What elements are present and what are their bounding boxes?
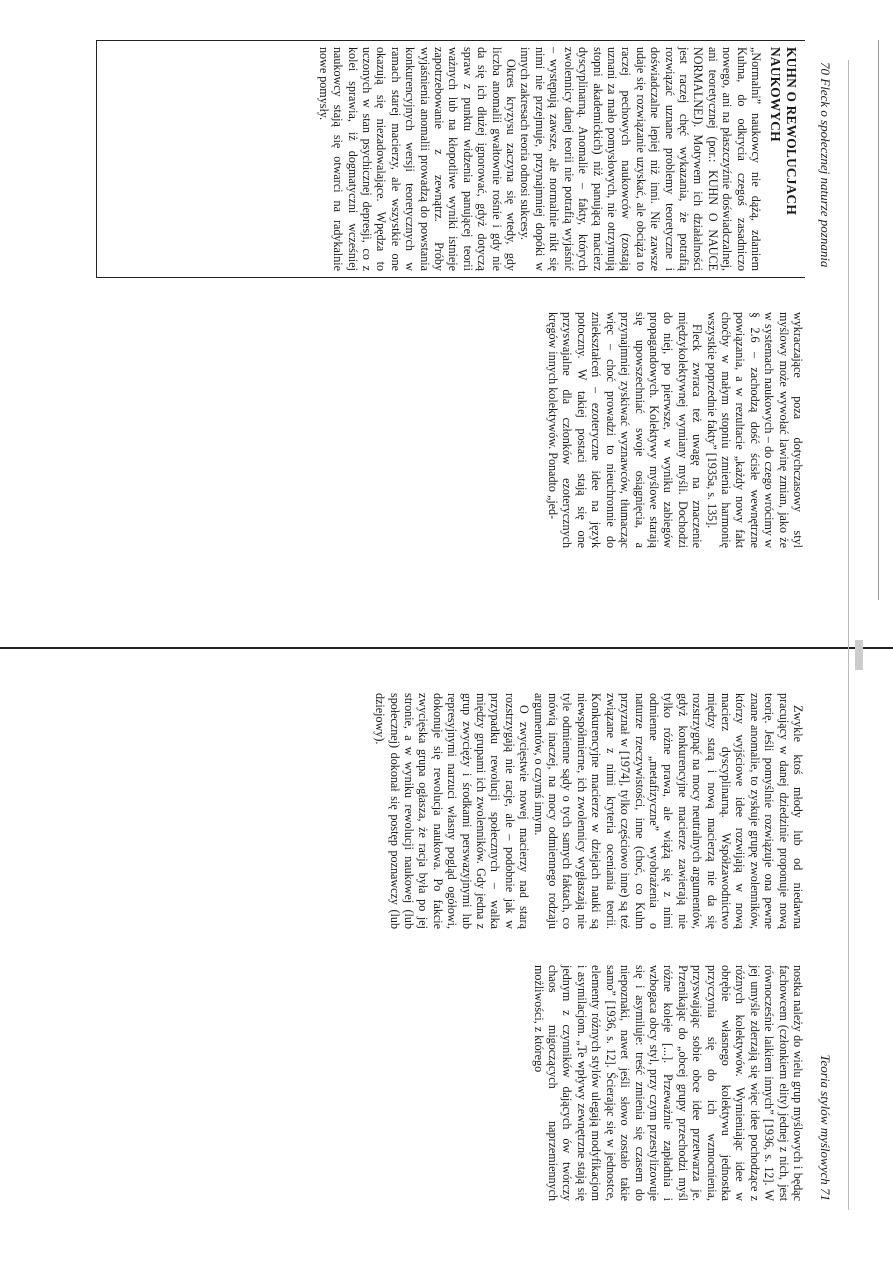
left-column-2 xyxy=(546,312,805,548)
kuhn-sidebar-box xyxy=(96,40,805,278)
scan-edge-line xyxy=(848,60,849,1210)
scan-speck xyxy=(855,640,863,670)
right-running-header: Teoria stylów myślowych 71 xyxy=(818,1054,833,1201)
left-running-header: 70 Fleck o społecznej naturze poznania xyxy=(818,62,833,268)
body-paragraph: O zwycięstwie nowej macierzy nad starą rozstrzygają nie racje, ale – podobnie jak w przypadku rewolucji społecznych – walka między grupami ich zwolenników. Gdy jedna z grup zwycięży i środkami perswazyjnymi lub represyjnymi narzuci własny pogląd ogółowi, dokonuje się rewolucja naukowa. Po fakcie zwycięska grupa ogłasza, że racja była po jej stronie, a w wyniku rewolucji naukowej (lub społecznej) dokonał się postęp poznawczy (lub dziejowy). xyxy=(373,693,532,929)
right-column-2 xyxy=(531,965,805,1201)
body-paragraph: Zwykle ktoś młody lub od niedawna pracujący w danej dziedzinie proponuje nową teorię. Jeśli pomyślnie rozwiązuje ona pewne znane anomalie, to zyskuje grupę zwolenników, którzy wyjściowe idee rozwijają w nową macierz dyscyplinarną. Współzawodnictwo między starą i nową macierzą nie da się rozstrzygnąć na mocy neutralnych argumentów, gdyż konkurencyjne macierze zawierają nie tylko różne prawa, ale wiążą się z nimi odmienne „metafizyczne” wyobrażenia o naturze rzeczywistości, inne (choć, co Kuhn przyznał w [1974], tylko częściowo inne) są też związane z nimi kryteria oceniania teorii. Konkurencyjne macierze w dziejach nauki są niewspółmierne, ich zwolennicy wygłaszają nie tyle odmienne sądy o tych samych faktach, co mówią inaczej, na mocy odmiennego rodzaju argumentów, o czymś innym. xyxy=(531,693,805,929)
left-page xyxy=(0,0,893,630)
box-title: KUHN O REWOLUCJACH NAUKOWYCH xyxy=(768,47,799,216)
body-paragraph: Fleck zwraca też uwagę na znaczenie międzykolektywnej wymiany myśli. Dochodzi do niej, po pierwsze, w wyniku zabiegów propagandowych. Kolektywy myślowe starają się upowszechniać swoje osiągnięcia, a przynajmniej zyskiwać wyznawców, tłumacząc więc – choć prowadzi to nieuchronnie do zniekształceń – ezoteryczne idee na język potoczny. W takiej postaci stają się one przyswajalne dla członków ezoterycznych kręgów innych kolektywów. Ponadto „jed- xyxy=(546,312,705,548)
box-paragraph: „Normalni” naukowcy nie dążą, zdaniem Kuhna, do odkrycia czegoś zasadniczo nowego, ani na płaszczyźnie doświadczalnej, ani teoretycznej (por.: KUHN O NAUCE NORMALNEJ). Motywem ich działalności jest raczej chęć wykazania, że potrafią rozwiązać uznane problemy teoretyczne i doświadczalne lepiej niż inni. Nie zawsze udaje się rozwiązanie uzyskać, ale obciąża to raczej pechowych naukowców (zostają uznani za mało pomysłowych, nie otrzymują stopni akademickich) niż panującą macierz dyscyplinarną. Anomalie – fakty, których zwolennicy danej teorii nie potrafią wyjaśnić – występują zawsze, ale normalnie nikt się nimi nie przejmuje, przynajmniej dopóki w innych zakresach teoria odnosi sukcesy. xyxy=(518,47,763,271)
body-paragraph: wykraczające poza dotychczasowy styl myślowy może wywołać lawinę zmian, jako że w systemach naukowych – do czego wrócimy w § 2.6 – zachodzą dość ścisłe wewnętrzne powiązania, a w rezultacie „każdy nowy fakt choćby w małym stopniu zmienia harmonię wszystkie poprzednie fakty” [1935a, s. 135]. xyxy=(704,312,805,548)
right-page xyxy=(0,663,893,1263)
box-paragraph: Okres kryzysu zaczyna się wtedy, gdy liczba anomalii gwałtownie rośnie i gdy nie da się ich dłużej ignorować, gdyż dotyczą spraw z punktu widzenia panującej teorii ważnych lub na kłopotliwe wyniki istnieje zapotrzebowanie z zewnątrz. Próby wyjaśnienia anomalii prowadzą do powstania konkurencyjnych wersji teoretycznych w ramach starej macierzy, ale wszystkie one okazują się niezadowalające. Wpędza to uczonych w stan psychicznej depresji, co z kolei sprawia, iż dogmatyczni wcześniej naukowcy stają się otwarci na radykalnie nowe pomysły. xyxy=(316,47,519,271)
box-content xyxy=(316,47,799,271)
page-gutter xyxy=(0,647,893,649)
body-paragraph: nostka należy do wielu grup myślowych i będąc fachowcem (członkiem elity) jednej z nich, jest równocześnie laikiem innych” [1936, s. 12]. W jej umyśle zderzają się więc idee pochodzące z różnych kolektywów. Wymieniając idee w obrębie własnego kolektywu jednostka przyczynia się do ich wzmocnienia, przyswajając sobie obce idee przetwarza je. Przenikając do „obcej grupy przechodzi myśl różne koleje [...]. Przeważnie zapładnia i wzbogaca obcy styl, przy czym przestylizowuje się i asymiluje: treść zmienia się czasem do niepoznaki, nawet jeśli słowo zostało takie samo” [1936, s. 12]. Ścierając się w jednostce, elementy różnych stylów ulegają modyfikacjom i asymilacjom. „Te wpływy zewnętrzne stają się jednym z czynników dających ów twórczy chaos migoczących naprzemiennych możliwości, z którego xyxy=(531,965,805,1201)
scan-edge-line xyxy=(878,40,879,600)
right-column-1 xyxy=(373,693,805,929)
